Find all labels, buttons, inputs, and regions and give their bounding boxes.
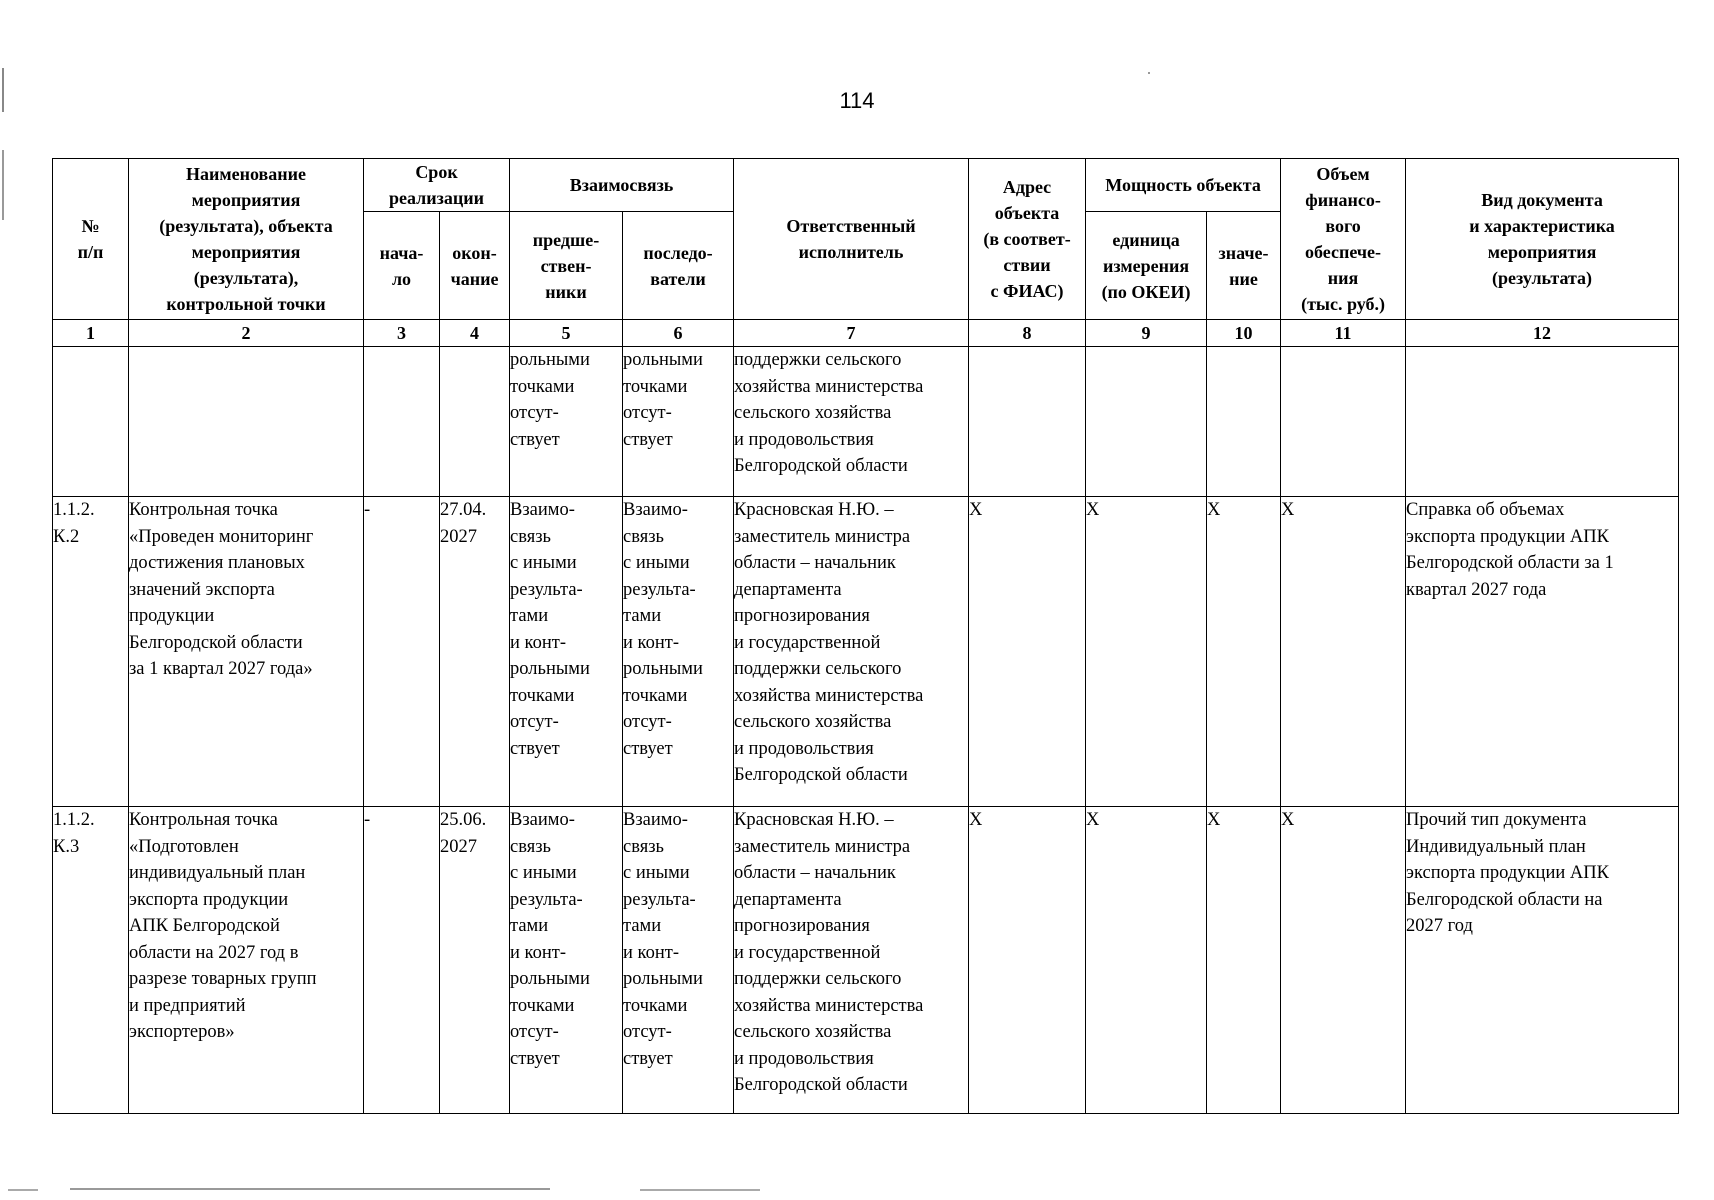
cell-end <box>440 497 510 807</box>
text-line: «Проведен мониторинг <box>129 526 314 547</box>
text-line: связь <box>623 526 664 547</box>
cell-document <box>1406 347 1679 497</box>
cell-document <box>1406 497 1679 807</box>
text-line: Белгородской области <box>734 765 908 785</box>
cell-name <box>129 347 364 497</box>
cell-number <box>53 347 129 497</box>
text-line: связь <box>510 526 551 547</box>
text-line: Белгородской области <box>734 1075 908 1095</box>
text-line: 27.04. <box>440 500 487 520</box>
column-number: 6 <box>623 320 734 347</box>
cell-predecessors <box>510 807 623 1114</box>
header-address <box>969 159 1086 320</box>
cell-successors <box>623 347 734 497</box>
text-line: Белгородской области за 1 <box>1406 553 1614 573</box>
text-line: точками <box>510 995 575 1016</box>
text-line: и государственной <box>734 632 881 653</box>
text-line: Белгородской области на <box>1406 889 1603 910</box>
text-line: точками <box>623 376 688 397</box>
header-responsible <box>734 159 969 320</box>
cell-start: - <box>364 807 440 1114</box>
text-line: Взаимо- <box>510 500 575 520</box>
text-line: Ответственный <box>786 216 916 236</box>
text-line: достижения плановых <box>129 553 305 573</box>
text-line: точками <box>623 685 688 706</box>
text-line: отсут- <box>623 403 672 423</box>
text-line: связь <box>623 836 664 857</box>
column-number: 8 <box>969 320 1086 347</box>
header-relationship: Взаимосвязь <box>510 159 734 212</box>
header-unit <box>1086 212 1207 320</box>
text-line: отсут- <box>623 712 672 732</box>
text-line: результа- <box>623 889 696 910</box>
text-line: (тыс. руб.) <box>1301 294 1385 314</box>
text-line: тами <box>510 916 549 936</box>
column-number: 7 <box>734 320 969 347</box>
text-line: разрезе товарных групп <box>129 969 317 989</box>
column-number: 3 <box>364 320 440 347</box>
cell-end <box>440 807 510 1114</box>
text-line: ствии <box>1003 255 1051 275</box>
text-line: сельского хозяйства <box>734 712 892 732</box>
text-line: отсут- <box>510 1022 559 1042</box>
text-line: Взаимо- <box>623 810 688 830</box>
cell-address: X <box>969 807 1086 1114</box>
text-line: 2027 год <box>1406 916 1473 936</box>
text-line: Красновская Н.Ю. – <box>734 500 894 520</box>
text-line: и государственной <box>734 942 881 963</box>
text-line: и характеристика <box>1469 216 1615 236</box>
text-line: области – начальник <box>734 863 896 883</box>
text-line: Белгородской области <box>129 632 303 653</box>
text-line: 2027 <box>440 836 477 857</box>
text-line: 1.1.2. <box>53 810 95 830</box>
text-line: экспорта продукции АПК <box>1406 526 1609 547</box>
header-capacity: Мощность объекта <box>1086 159 1281 212</box>
text-line: поддержки сельского <box>734 659 902 679</box>
cell-start <box>364 347 440 497</box>
cell-end <box>440 347 510 497</box>
cell-number <box>53 497 129 807</box>
text-line: Вид документа <box>1481 190 1603 210</box>
text-line: Наименование <box>186 164 306 184</box>
text-line: окон- <box>452 242 497 263</box>
text-line: ствует <box>510 738 560 759</box>
text-line: ватели <box>650 268 706 289</box>
text-line: ствует <box>623 1048 673 1069</box>
text-line: отсут- <box>510 712 559 732</box>
text-line: рольными <box>510 350 590 370</box>
column-number: 11 <box>1281 320 1406 347</box>
text-line: АПК Белгородской <box>129 916 280 936</box>
text-line: ствует <box>510 429 560 450</box>
column-number: 4 <box>440 320 510 347</box>
text-line: ло <box>391 268 412 289</box>
text-line: и конт- <box>623 632 679 653</box>
scan-artifact <box>1148 72 1150 74</box>
header-start <box>364 212 440 320</box>
text-line: с иными <box>510 553 577 573</box>
text-line: ники <box>545 281 587 302</box>
text-line: квартал 2027 года <box>1406 579 1547 600</box>
text-line: 25.06. <box>440 810 487 830</box>
text-line: связь <box>510 836 551 857</box>
text-line: финансо- <box>1305 190 1381 210</box>
header-document <box>1406 159 1679 320</box>
text-line: рольными <box>623 350 703 370</box>
text-line: точками <box>510 685 575 706</box>
cell-address <box>969 347 1086 497</box>
text-line: ния <box>1327 268 1359 288</box>
cell-responsible <box>734 497 969 807</box>
text-line: К.3 <box>53 836 80 857</box>
header-number <box>53 159 129 320</box>
text-line: тами <box>510 606 549 626</box>
text-line: значе- <box>1218 242 1269 263</box>
text-line: области на 2027 год в <box>129 942 299 963</box>
text-line: Контрольная точка <box>129 810 278 830</box>
table-row <box>53 807 1679 1114</box>
cell-predecessors <box>510 497 623 807</box>
text-line: заместитель министра <box>734 526 911 547</box>
cell-successors <box>623 497 734 807</box>
text-line: ствует <box>623 429 673 450</box>
text-line: исполнитель <box>798 242 904 262</box>
text-line: департамента <box>734 579 842 600</box>
text-line: ствует <box>623 738 673 759</box>
header-predecessors <box>510 212 623 320</box>
text-line: отсут- <box>623 1022 672 1042</box>
text-line: (по ОКЕИ) <box>1101 281 1191 302</box>
text-line: точками <box>510 376 575 397</box>
text-line: сельского хозяйства <box>734 1022 892 1042</box>
text-line: объекта <box>994 203 1060 223</box>
cell-finance <box>1281 347 1406 497</box>
text-line: Индивидуальный план <box>1406 836 1586 857</box>
table-row <box>53 347 1679 497</box>
text-line: экспортеров» <box>129 1022 235 1042</box>
cell-name <box>129 497 364 807</box>
header-period <box>364 159 510 212</box>
scan-artifact <box>640 1189 760 1191</box>
text-line: Прочий тип документа <box>1406 810 1587 830</box>
text-line: отсут- <box>510 403 559 423</box>
text-line: Объем <box>1316 164 1370 184</box>
column-number: 12 <box>1406 320 1679 347</box>
text-line: рольными <box>510 659 590 679</box>
scan-artifact <box>70 1188 550 1190</box>
cell-unit: X <box>1086 807 1207 1114</box>
text-line: последо- <box>643 242 713 263</box>
text-line: (результата), <box>193 268 299 288</box>
text-line: экспорта продукции АПК <box>1406 863 1609 883</box>
text-line: рольными <box>623 969 703 989</box>
text-line: Взаимо- <box>623 500 688 520</box>
cell-responsible <box>734 807 969 1114</box>
cell-number <box>53 807 129 1114</box>
cell-successors <box>623 807 734 1114</box>
text-line: и предприятий <box>129 995 246 1016</box>
text-line: и конт- <box>623 942 679 963</box>
text-line: с ФИАС) <box>990 281 1064 301</box>
plan-table <box>52 158 1679 1114</box>
text-line: экспорта продукции <box>129 889 289 910</box>
text-line: Справка об объемах <box>1406 500 1565 520</box>
text-line: измерения <box>1102 255 1190 276</box>
text-line: обеспече- <box>1305 242 1382 262</box>
text-line: и продовольствия <box>734 429 874 450</box>
cell-finance: X <box>1281 807 1406 1114</box>
cell-unit <box>1086 347 1207 497</box>
text-line: мероприятия <box>1487 242 1597 262</box>
text-line: единица <box>1112 229 1180 250</box>
cell-start: - <box>364 497 440 807</box>
text-line: и конт- <box>510 942 566 963</box>
text-line: рольными <box>510 969 590 989</box>
text-line: Взаимо- <box>510 810 575 830</box>
text-line: за 1 квартал 2027 года» <box>129 659 313 679</box>
cell-responsible <box>734 347 969 497</box>
text-line: результа- <box>510 889 583 910</box>
text-line: Белгородской области <box>734 456 908 476</box>
column-number: 10 <box>1207 320 1281 347</box>
cell-unit: X <box>1086 497 1207 807</box>
text-line: хозяйства министерства <box>734 685 924 706</box>
text-line: Адрес <box>1002 177 1052 197</box>
text-line: реализации <box>389 188 484 208</box>
text-line: ние <box>1229 268 1258 289</box>
text-line: (результата), объекта <box>159 216 333 236</box>
text-line: области – начальник <box>734 553 896 573</box>
text-line: сельского хозяйства <box>734 403 892 423</box>
header-successors <box>623 212 734 320</box>
text-line: рольными <box>623 659 703 679</box>
text-line: хозяйства министерства <box>734 995 924 1016</box>
text-line: предше- <box>532 229 600 250</box>
text-line: Контрольная точка <box>129 500 278 520</box>
text-line: вого <box>1325 216 1361 236</box>
page-number: 114 <box>839 88 875 113</box>
header-name <box>129 159 364 320</box>
text-line: тами <box>623 916 662 936</box>
header-end <box>440 212 510 320</box>
text-line: «Подготовлен <box>129 836 239 857</box>
text-line: с иными <box>623 863 690 883</box>
cell-document <box>1406 807 1679 1114</box>
cell-value: X <box>1207 807 1281 1114</box>
header-value <box>1207 212 1281 320</box>
text-line: с иными <box>623 553 690 573</box>
text-line: (результата) <box>1492 268 1593 288</box>
cell-value <box>1207 347 1281 497</box>
text-line: чание <box>450 268 499 289</box>
text-line: 2027 <box>440 526 477 547</box>
text-line: и конт- <box>510 632 566 653</box>
column-number: 9 <box>1086 320 1207 347</box>
text-line: мероприятия <box>191 242 301 262</box>
column-number: 5 <box>510 320 623 347</box>
cell-predecessors <box>510 347 623 497</box>
text-line: К.2 <box>53 526 80 547</box>
text-line: Красновская Н.Ю. – <box>734 810 894 830</box>
text-line: ствует <box>510 1048 560 1069</box>
text-line: (в соответ- <box>983 229 1071 249</box>
text-line: департамента <box>734 889 842 910</box>
text-line: точками <box>623 995 688 1016</box>
text-line: № <box>81 216 100 236</box>
text-line: п/п <box>77 242 104 262</box>
scan-artifact <box>2 150 4 220</box>
text-line: хозяйства министерства <box>734 376 924 397</box>
column-number: 2 <box>129 320 364 347</box>
column-number: 1 <box>53 320 129 347</box>
table-row <box>53 497 1679 807</box>
text-line: с иными <box>510 863 577 883</box>
text-line: и продовольствия <box>734 1048 874 1069</box>
text-line: продукции <box>129 606 215 626</box>
text-line: ствен- <box>540 255 592 276</box>
text-line: прогнозирования <box>734 606 870 626</box>
text-line: тами <box>623 606 662 626</box>
cell-finance: X <box>1281 497 1406 807</box>
text-line: Срок <box>415 162 458 182</box>
scan-artifact <box>8 1189 38 1191</box>
text-line: заместитель министра <box>734 836 911 857</box>
text-line: результа- <box>623 579 696 600</box>
header-finance <box>1281 159 1406 320</box>
text-line: поддержки сельского <box>734 969 902 989</box>
cell-address: X <box>969 497 1086 807</box>
text-line: и продовольствия <box>734 738 874 759</box>
text-line: прогнозирования <box>734 916 870 936</box>
text-line: индивидуальный план <box>129 863 306 883</box>
cell-name <box>129 807 364 1114</box>
text-line: контрольной точки <box>166 294 326 314</box>
text-line: нача- <box>379 242 424 263</box>
text-line: 1.1.2. <box>53 500 95 520</box>
text-line: мероприятия <box>191 190 301 210</box>
text-line: значений экспорта <box>129 579 275 600</box>
text-line: результа- <box>510 579 583 600</box>
text-line: поддержки сельского <box>734 350 902 370</box>
cell-value: X <box>1207 497 1281 807</box>
